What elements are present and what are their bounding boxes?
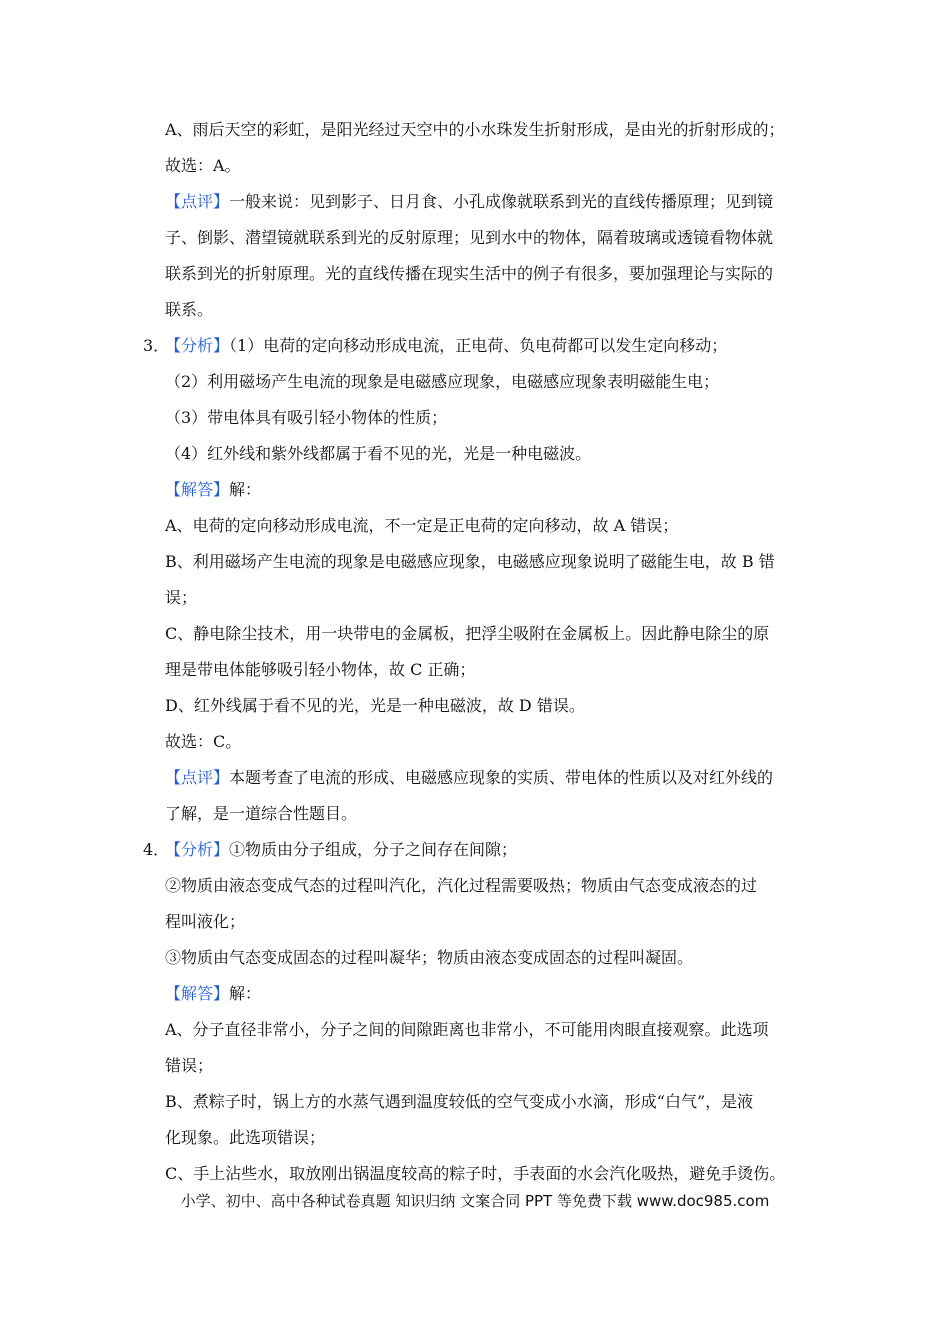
q4-option-a-line-2: 错误； xyxy=(165,1056,214,1075)
q2-comment-line-2: 子、倒影、潜望镜就联系到光的反射原理；见到水中的物体，隔着玻璃或透镜看物体就 xyxy=(165,228,774,247)
q4-analysis-line-3: 程叫液化； xyxy=(165,912,246,931)
q3-analysis-line-1 xyxy=(165,336,727,356)
q4-option-b-line-2: 化现象。此选项错误； xyxy=(165,1128,326,1147)
q3-analysis-line-3: （3）带电体具有吸引轻小物体的性质； xyxy=(165,408,448,427)
q4-answer-lead xyxy=(165,984,261,1004)
q4-analysis-line-4: ③物质由气态变成固态的过程叫凝华；物质由液态变成固态的过程叫凝固。 xyxy=(165,948,694,967)
comment-text: 本题考查了电流的形成、电磁感应现象的实质、带电体的性质以及对红外线的 xyxy=(229,768,774,787)
q4-analysis-line-1 xyxy=(165,840,517,860)
q3-option-a: A、电荷的定向移动形成电流，不一定是正电荷的定向移动，故 A 错误； xyxy=(165,516,679,535)
q4-option-a-line-1: A、分子直径非常小，分子之间的间隙距离也非常小，不可能用肉眼直接观察。此选项 xyxy=(165,1020,769,1039)
q3-analysis-line-2: （2）利用磁场产生电流的现象是电磁感应现象，电磁感应现象表明磁能生电； xyxy=(165,372,720,391)
q3-option-d: D、红外线属于看不见的光，光是一种电磁波，故 D 错误。 xyxy=(165,696,585,715)
comment-text: 一般来说：见到影子、日月食、小孔成像就联系到光的直线传播原理；见到镜 xyxy=(229,192,774,211)
analysis-text: ①物质由分子组成，分子之间存在间隙； xyxy=(229,840,518,859)
analysis-text: （1）电荷的定向移动形成电流，正电荷、负电荷都可以发生定向移动； xyxy=(229,336,728,355)
q3-answer-lead xyxy=(165,480,261,500)
analysis-tag: 【分析】 xyxy=(165,840,230,859)
comment-tag: 【点评】 xyxy=(165,192,230,211)
answer-tag: 【解答】 xyxy=(165,984,230,1003)
q2-comment-line-3: 联系到光的折射原理。光的直线传播在现实生活中的例子有很多，要加强理论与实际的 xyxy=(165,264,774,283)
answer-text: 解： xyxy=(229,480,262,499)
q4-option-c-line-1: C、手上沾些水，取放刚出锅温度较高的粽子时，手表面的水会汽化吸热，避免手烫伤。 xyxy=(165,1164,786,1183)
q3-analysis-line-4: （4）红外线和紫外线都属于看不见的光，光是一种电磁波。 xyxy=(165,444,592,463)
q4-number: 4． xyxy=(143,840,170,859)
q3-number: 3． xyxy=(143,336,170,355)
q3-option-c-line-2: 理是带电体能够吸引轻小物体，故 C 正确； xyxy=(165,660,476,679)
q3-option-b-line-1: B、利用磁场产生电流的现象是电磁感应现象，电磁感应现象说明了磁能生电，故 B 错 xyxy=(165,552,775,571)
q2-choice: 故选：A。 xyxy=(165,156,241,175)
analysis-tag: 【分析】 xyxy=(165,336,230,355)
comment-tag: 【点评】 xyxy=(165,768,230,787)
q4-analysis-line-2: ②物质由液态变成气态的过程叫汽化，汽化过程需要吸热；物质由气态变成液态的过 xyxy=(165,876,758,895)
answer-tag: 【解答】 xyxy=(165,480,230,499)
q3-option-c-line-1: C、静电除尘技术，用一块带电的金属板，把浮尘吸附在金属板上。因此静电除尘的原 xyxy=(165,624,770,643)
page-footer: 小学、初中、高中各种试卷真题 知识归纳 文案合同 PPT 等免费下载 www.doc985.com xyxy=(180,1192,770,1210)
q4-option-b-line-1: B、煮粽子时，锅上方的水蒸气遇到温度较低的空气变成小水滴，形成“白气”，是液 xyxy=(165,1092,754,1111)
q3-option-b-line-2: 误； xyxy=(165,588,198,607)
q2-comment-line-1 xyxy=(165,192,773,212)
q2-option-a: A、雨后天空的彩虹，是阳光经过天空中的小水珠发生折射形成，是由光的折射形成的； xyxy=(165,120,785,139)
q3-comment-line-2: 了解，是一道综合性题目。 xyxy=(165,804,358,823)
answer-text: 解： xyxy=(229,984,262,1003)
q3-choice: 故选：C。 xyxy=(165,732,242,751)
q2-comment-line-4: 联系。 xyxy=(165,300,214,319)
q3-comment-line-1 xyxy=(165,768,773,788)
